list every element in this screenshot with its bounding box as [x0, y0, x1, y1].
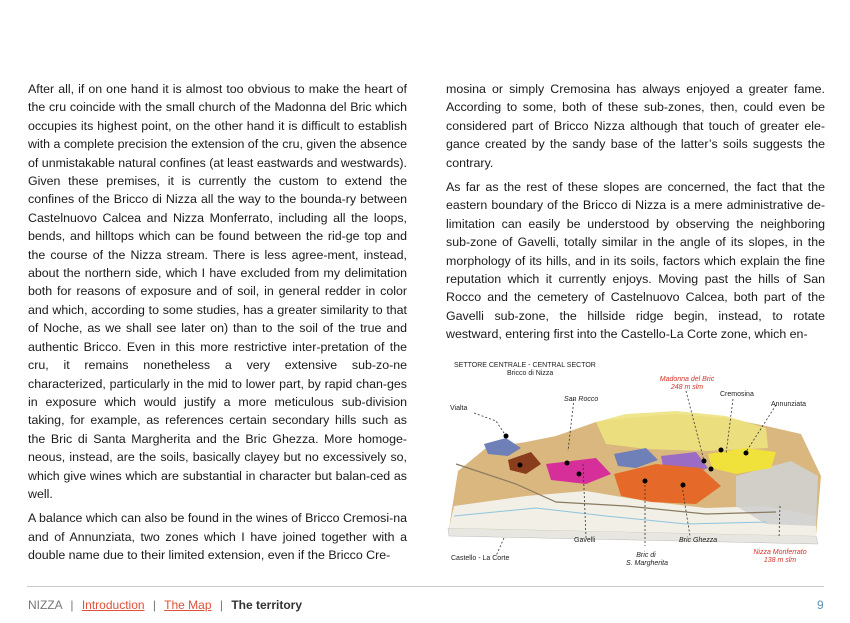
right-text-column [446, 80, 825, 350]
label-annunziata: Annunziata [771, 401, 807, 408]
marker-orange-top [709, 467, 714, 472]
breadcrumb-separator: | [219, 598, 223, 612]
footer-breadcrumb [28, 598, 302, 612]
marker-vialta [504, 434, 509, 439]
marker-cremosina [719, 448, 724, 453]
breadcrumb-current: The territory [231, 598, 302, 612]
label-castello-la-corte: Castello - La Corte [451, 555, 510, 562]
paragraph: After all, if on one hand it is almost too obvious to make the heart of the cru coincide with the small church of the Madonna del Bric which occupies its highest point, on the other hand it is difficult to establish with a complete precision the extension of the cru, given the absence of unmistakable natural confines (at least eastwards and westwards). Given these premises, it is currently the custom to extend the confines of the Bricco di Nizza all the way to the bounda-ry between Castelnuovo Calcea and Nizza Monferrato, including all the loops, bends, and hilltops which can be found between the rid-ge top and the course of the Nizza stream. There is less agree-ment, instead, about the northern side, which I have excluded from my delimitation both for reasons of exposure and of soil, in general redder in color and which, according to some studies, has a greater similarity to that of Noche, as we shall see later on) than to the soil of the true and authentic Bricco. Even in this more restrictive inter-pretation of the cru, it remains nonetheless a very extensive sub-zo-ne characterized, particularly in the mid to lower part, by rapid chan-ges in exposure which would justify a more meticulous sub-division taking, for example, as references certain secondary hills such as the Bric di Santa Margherita and the Bric Ghezza. More homoge-neous, instead, are the soils, basically clayey but no excessively so, which give wines which are substantial in character but balan-ced as well. [28, 82, 407, 501]
marker-gavelli [577, 472, 582, 477]
map-subtitle: Bricco di Nizza [507, 370, 554, 377]
marker-brown [518, 463, 523, 468]
ridge-zone [596, 411, 768, 451]
left-text-column [28, 80, 407, 571]
label-bric-ghezza: Bric Ghezza [679, 537, 718, 544]
map-title: SETTORE CENTRALE - CENTRAL SECTOR [454, 362, 596, 369]
breadcrumb-link-introduction[interactable]: Introduction [81, 598, 145, 612]
label-cremosina: Cremosina [720, 391, 754, 398]
marker-san-rocco [565, 461, 570, 466]
central-sector-map [446, 356, 826, 571]
label-vialta: Vialta [450, 405, 468, 412]
breadcrumb-link-the-map[interactable]: The Map [164, 598, 212, 612]
page-number: 9 [817, 598, 824, 612]
paragraph: mosina or simply Cremosina has always enjoyed a greater fame. According to some, both of these sub-zones, then, could even be considered part of Bricco Nizza although that touch of greater ele-gance created by the sandy base of the latter’s soils suggests the contrary. [446, 82, 825, 170]
label-gavelli: Gavelli [574, 537, 596, 544]
marker-bric-santa-margherita [643, 479, 648, 484]
label-bric-santa-margherita: Bric di S. Margherita [626, 552, 669, 567]
map-illustration [446, 356, 826, 571]
paragraph: As far as the rest of these slopes are concerned, the fact that the eastern boundary of the Bricco di Nizza is a mere administrative de-limitation can easily be understood by observing the neighboring sub-zone of Gavelli, totally similar in the angle of its slopes, in the morphology of its hills, and in its soils, factors which explain the fine reputation which it currently enjoys. Moving past the hills of San Rocco and the cemetery of Castelnuovo Calcea, both part of the Gavelli sub-zone, the hillside ridge begin, instead, to rotate westward, entering first into the Castello-La Corte zone, which en- [446, 180, 825, 342]
breadcrumb-section: NIZZA [28, 598, 63, 612]
paragraph: A balance which can also be found in the wines of Bricco Cremosi-na and of Annunziata, two zones which I have joined together with a double name due to their limited extension, even if the Bricco Cre- [28, 511, 407, 563]
marker-annunziata [744, 451, 749, 456]
marker-bric-ghezza [681, 483, 686, 488]
marker-madonna [702, 459, 707, 464]
label-nizza-monferrato: Nizza Monferrato 138 m slm [753, 549, 807, 564]
label-madonna-del-bric: Madonna del Bric 248 m slm [659, 376, 715, 391]
breadcrumb-separator: | [152, 598, 157, 612]
label-san-rocco: San Rocco [564, 396, 599, 403]
footer-divider [27, 586, 824, 587]
breadcrumb-separator: | [70, 598, 74, 612]
